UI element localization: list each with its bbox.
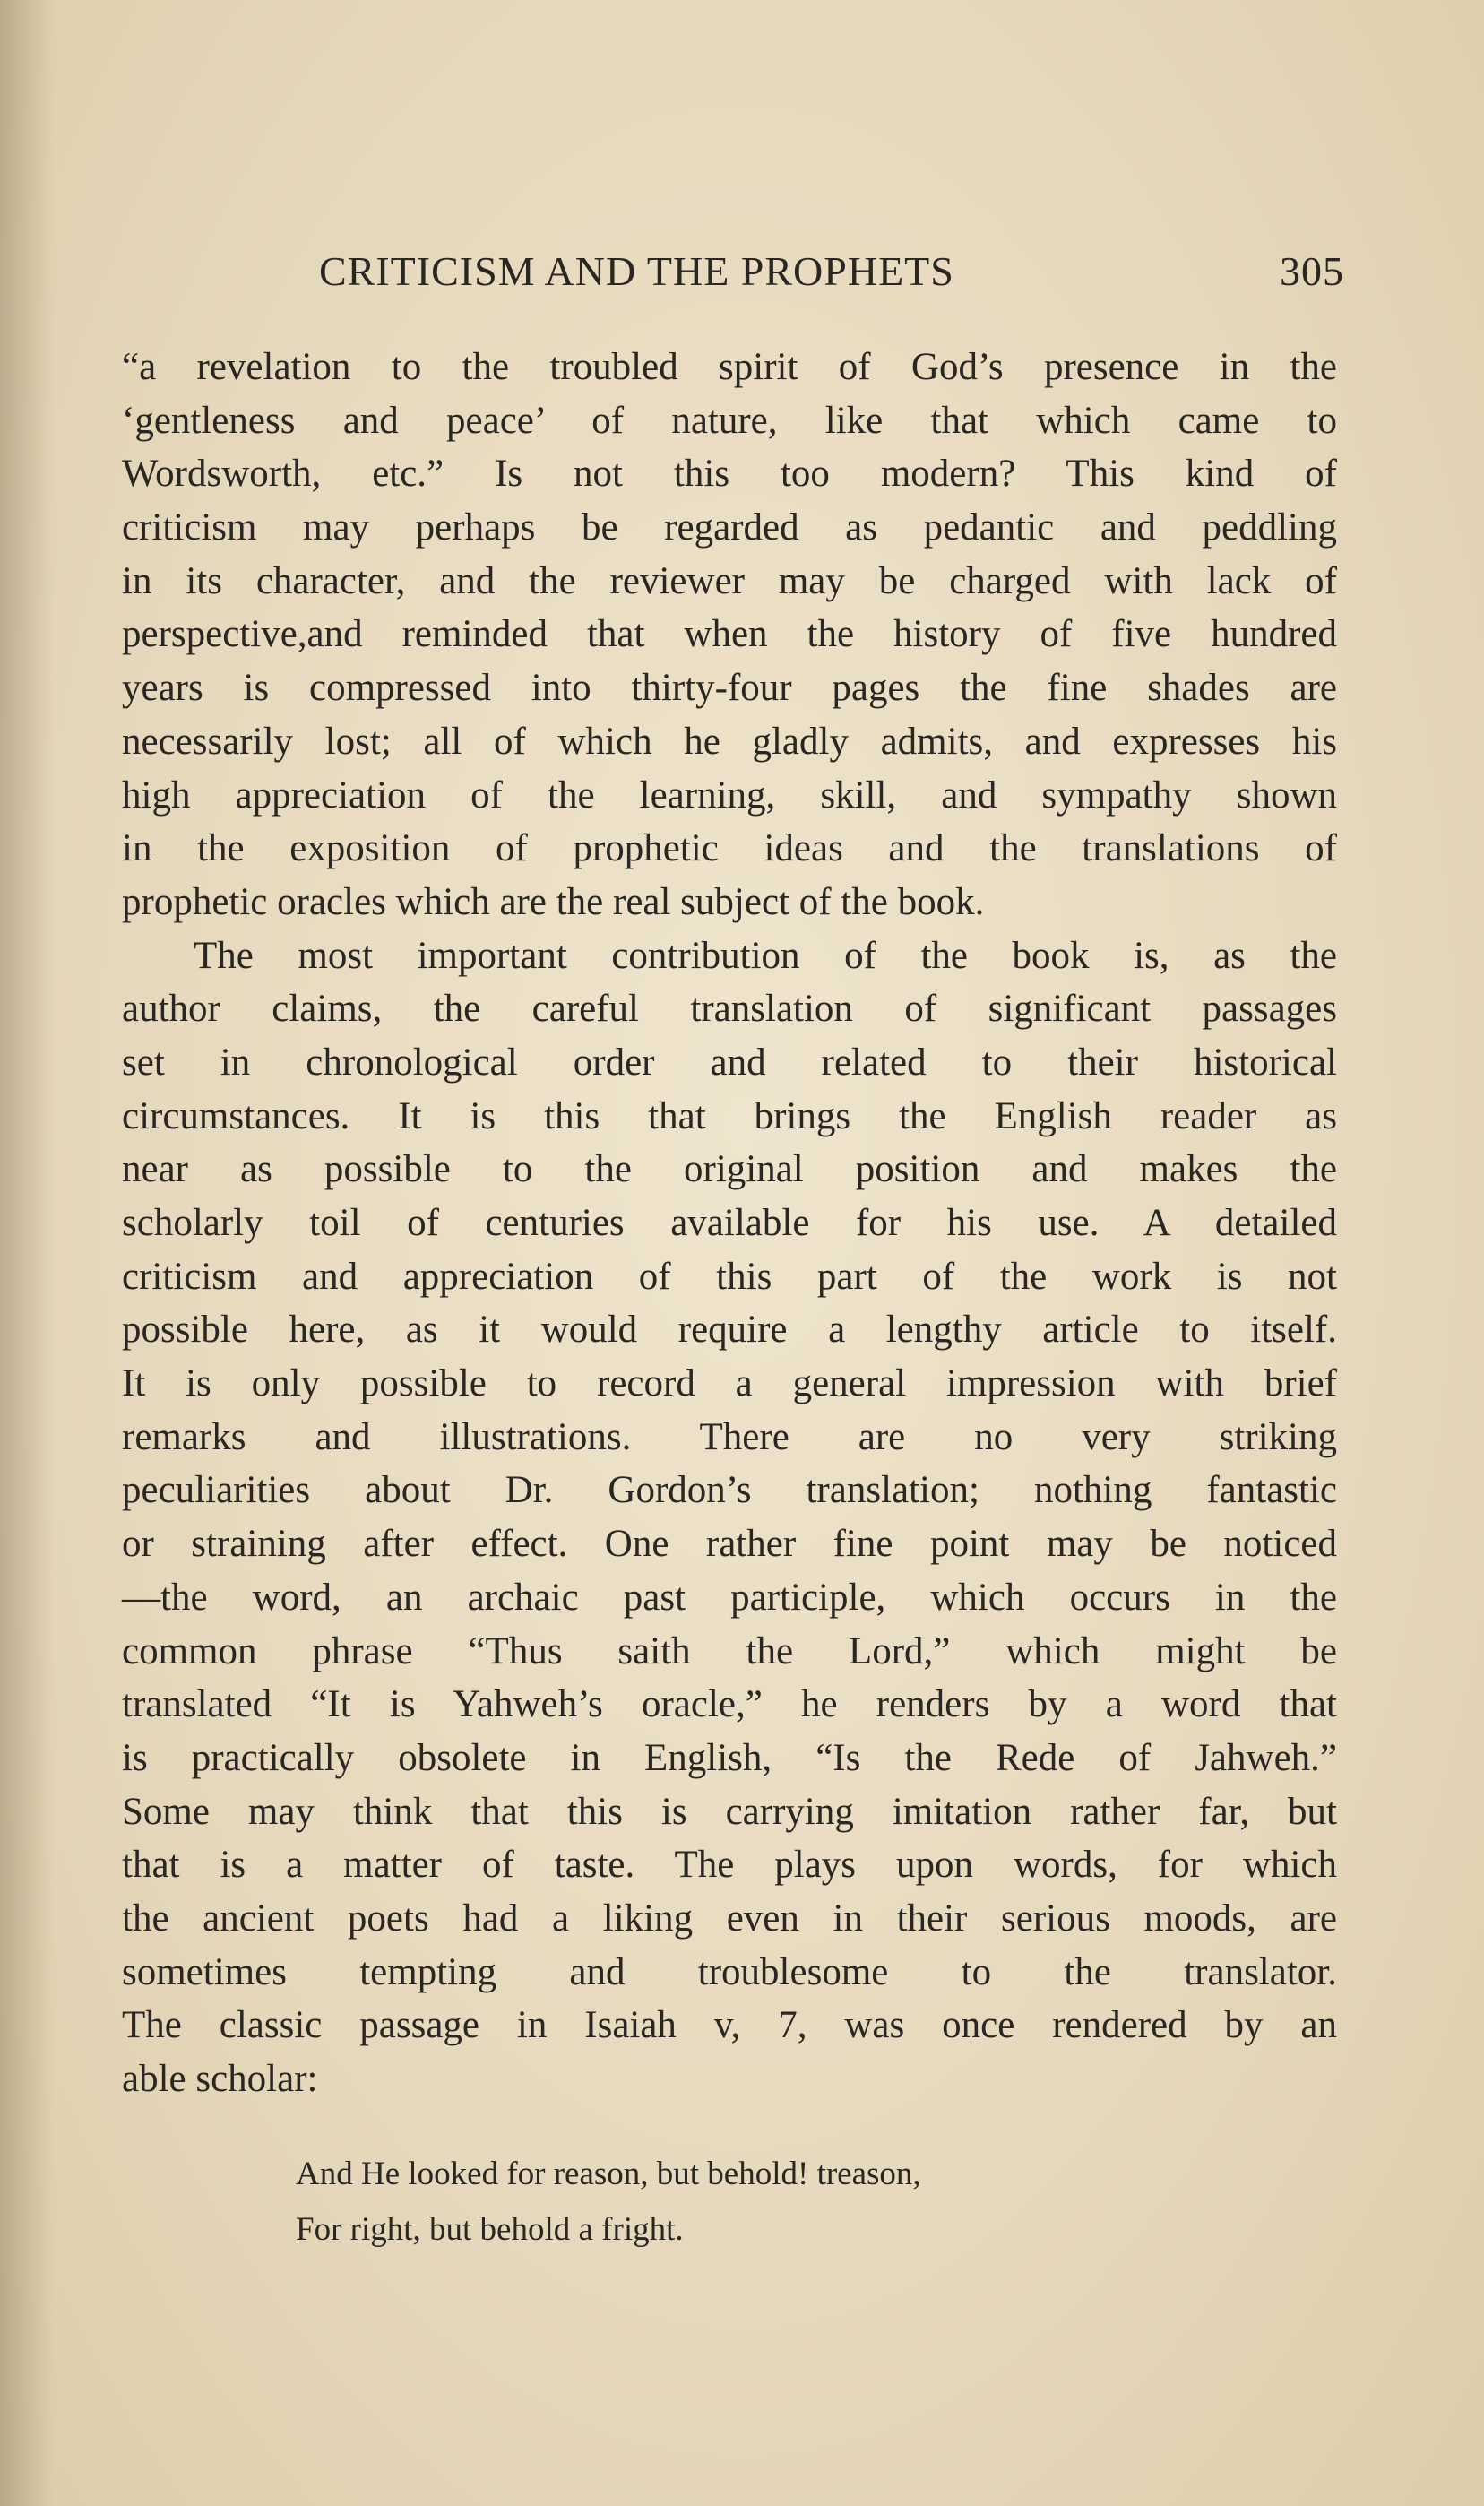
text-line: is practically obsolete in English, “Is the Rede of Jahweh.” [122, 1736, 1337, 1779]
text-line: able scholar: [122, 2058, 318, 2100]
text-line: Wordsworth, etc.” Is not this too modern? This kind of [122, 453, 1337, 496]
text-line: common phrase “Thus saith the Lord,” which might be [122, 1629, 1337, 1672]
text-line: criticism may perhaps be regarded as pedantic and peddling [122, 506, 1337, 549]
text-line: circumstances. It is this that brings the English reader as [122, 1094, 1337, 1137]
text-line: in the exposition of prophetic ideas and the translations of [122, 827, 1337, 870]
quotation-line: And He looked for reason, but behold! treason, [296, 2156, 921, 2192]
text-line: —the word, an archaic past participle, which occurs in the [122, 1576, 1337, 1619]
page-number: 305 [1280, 248, 1344, 294]
text-line: possible here, as it would require a lengthy article to itself. [122, 1309, 1337, 1352]
text-line: in its character, and the reviewer may be charged with lack of [122, 559, 1337, 602]
text-line: scholarly toil of centuries available for his use. A detailed [122, 1202, 1337, 1244]
body-text [122, 341, 1337, 2106]
text-line: or straining after effect. One rather fine point may be noticed [122, 1523, 1337, 1566]
text-line: peculiarities about Dr. Gordon’s translation; nothing fantastic [122, 1469, 1337, 1512]
text-line: high appreciation of the learning, skill, and sympathy shown [122, 773, 1337, 817]
text-line: “a revelation to the troubled spirit of God’s presence in the [122, 346, 1337, 388]
text-line: prophetic oracles which are the real subject of the book. [122, 880, 985, 923]
running-head [319, 247, 1344, 301]
text-line: the ancient poets had a liking even in their serious moods, are [122, 1897, 1337, 1940]
text-line: set in chronological order and related to their historical [122, 1041, 1337, 1084]
text-line: criticism and appreciation of this part of the work is not [122, 1255, 1337, 1298]
running-head-title: CRITICISM AND THE PROPHETS [319, 248, 954, 294]
text-line: near as possible to the original position and makes the [122, 1148, 1337, 1191]
text-line: It is only possible to record a general impression with brief [122, 1362, 1337, 1405]
text-line: author claims, the careful translation of significant passages [122, 988, 1337, 1031]
text-line: The most important contribution of the book is, as the [194, 934, 1337, 977]
text-line: Some may think that this is carrying imitation rather far, but [122, 1790, 1337, 1833]
text-line: perspective,and reminded that when the history of five hundred [122, 613, 1337, 656]
paragraph-2 [122, 929, 1337, 2106]
text-line: translated “It is Yahweh’s oracle,” he renders by a word that [122, 1683, 1337, 1726]
text-line: ‘gentleness and peace’ of nature, like that which came to [122, 399, 1337, 442]
text-line: sometimes tempting and troublesome to the translator. [122, 1950, 1337, 1993]
quotation-line: For right, but behold a fright. [296, 2211, 684, 2248]
text-line: years is compressed into thirty-four pages the fine shades are [122, 667, 1337, 710]
paragraph-1 [122, 341, 1337, 929]
text-line: that is a matter of taste. The plays upon words, for which [122, 1844, 1337, 1887]
text-line: necessarily lost; all of which he gladly admits, and expresses his [122, 720, 1337, 763]
page-gutter-shadow [0, 0, 54, 2506]
block-quotation [296, 2147, 1102, 2258]
text-line: The classic passage in Isaiah v, 7, was once rendered by an [122, 2004, 1337, 2047]
text-line: remarks and illustrations. There are no very striking [122, 1415, 1337, 1458]
